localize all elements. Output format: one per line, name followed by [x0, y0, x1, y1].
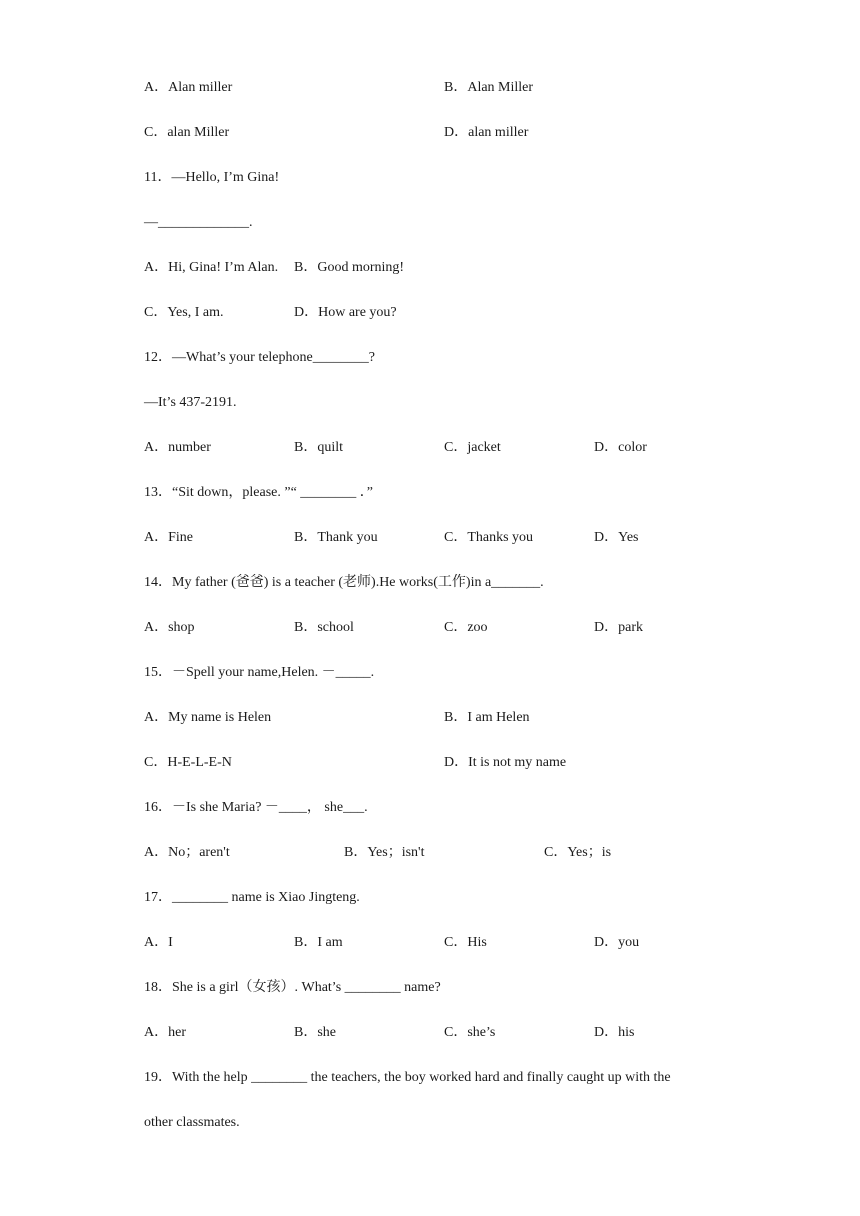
q18-option-c[interactable]: C．she’s: [444, 1025, 496, 1040]
q14-option-b[interactable]: B．school: [294, 620, 354, 635]
q15-option-c[interactable]: C．H-E-L-E-N: [144, 755, 232, 770]
q16-option-b[interactable]: B．Yes；isn't: [344, 845, 425, 860]
q12-stem: 12．—What’s your telephone________?: [144, 350, 375, 365]
q13-stem: 13．“Sit down，please. ”“ ________ ．”: [144, 485, 374, 500]
q17-option-a[interactable]: A．I: [144, 935, 173, 950]
q10-option-d[interactable]: D．alan miller: [444, 125, 529, 140]
q13-option-d[interactable]: D．Yes: [594, 530, 639, 545]
q12-option-b[interactable]: B．quilt: [294, 440, 344, 455]
q11-stem: 11．—Hello, I’m Gina!: [144, 170, 280, 185]
q19-stem-line1: 19．With the help ________ the teachers, the boy worked hard and finally caught up with the: [144, 1070, 671, 1085]
q18-stem: 18．She is a girl（女孩）. What’s ________ name?: [144, 980, 441, 995]
q18-option-a[interactable]: A．her: [144, 1025, 186, 1040]
q12-reply: —It’s 437-2191.: [144, 395, 237, 410]
q19-stem-line2: other classmates.: [144, 1115, 240, 1130]
q10-option-b[interactable]: B．Alan Miller: [444, 80, 534, 95]
q12-option-a[interactable]: A．number: [144, 440, 211, 455]
q18-option-b[interactable]: B．she: [294, 1025, 336, 1040]
q14-option-a[interactable]: A．shop: [144, 620, 195, 635]
q17-stem: 17．________ name is Xiao Jingteng.: [144, 890, 360, 905]
q17-option-c[interactable]: C．His: [444, 935, 487, 950]
q10-option-a[interactable]: A．Alan miller: [144, 80, 233, 95]
q11-option-d[interactable]: D．How are you?: [294, 305, 397, 320]
q14-option-c[interactable]: C．zoo: [444, 620, 488, 635]
q12-option-c[interactable]: C．jacket: [444, 440, 501, 455]
q11-option-b[interactable]: B．Good morning!: [294, 260, 405, 275]
q14-stem: 14．My father (爸爸) is a teacher (老师).He works(工作)in a_______.: [144, 575, 544, 590]
q14-option-d[interactable]: D．park: [594, 620, 643, 635]
q10-option-c[interactable]: C．alan Miller: [144, 125, 230, 140]
q17-option-b[interactable]: B．I am: [294, 935, 343, 950]
q11-reply: —_____________.: [144, 215, 253, 230]
q15-option-d[interactable]: D．It is not my name: [444, 755, 567, 770]
q15-option-a[interactable]: A．My name is Helen: [144, 710, 272, 725]
q16-option-c[interactable]: C．Yes；is: [544, 845, 612, 860]
q13-option-a[interactable]: A．Fine: [144, 530, 193, 545]
q18-option-d[interactable]: D．his: [594, 1025, 635, 1040]
q13-option-b[interactable]: B．Thank you: [294, 530, 378, 545]
q16-option-a[interactable]: A．No；aren't: [144, 845, 230, 860]
q17-option-d[interactable]: D．you: [594, 935, 640, 950]
q15-option-b[interactable]: B．I am Helen: [444, 710, 530, 725]
q11-option-a[interactable]: A．Hi, Gina! I’m Alan.: [144, 260, 279, 275]
q11-option-c[interactable]: C．Yes, I am.: [144, 305, 224, 320]
q15-stem: 15．－Spell your name,Helen. －_____.: [144, 665, 375, 680]
q13-option-c[interactable]: C．Thanks you: [444, 530, 534, 545]
q12-option-d[interactable]: D．color: [594, 440, 647, 455]
q16-stem: 16．－Is she Maria? －____， she___.: [144, 800, 368, 815]
